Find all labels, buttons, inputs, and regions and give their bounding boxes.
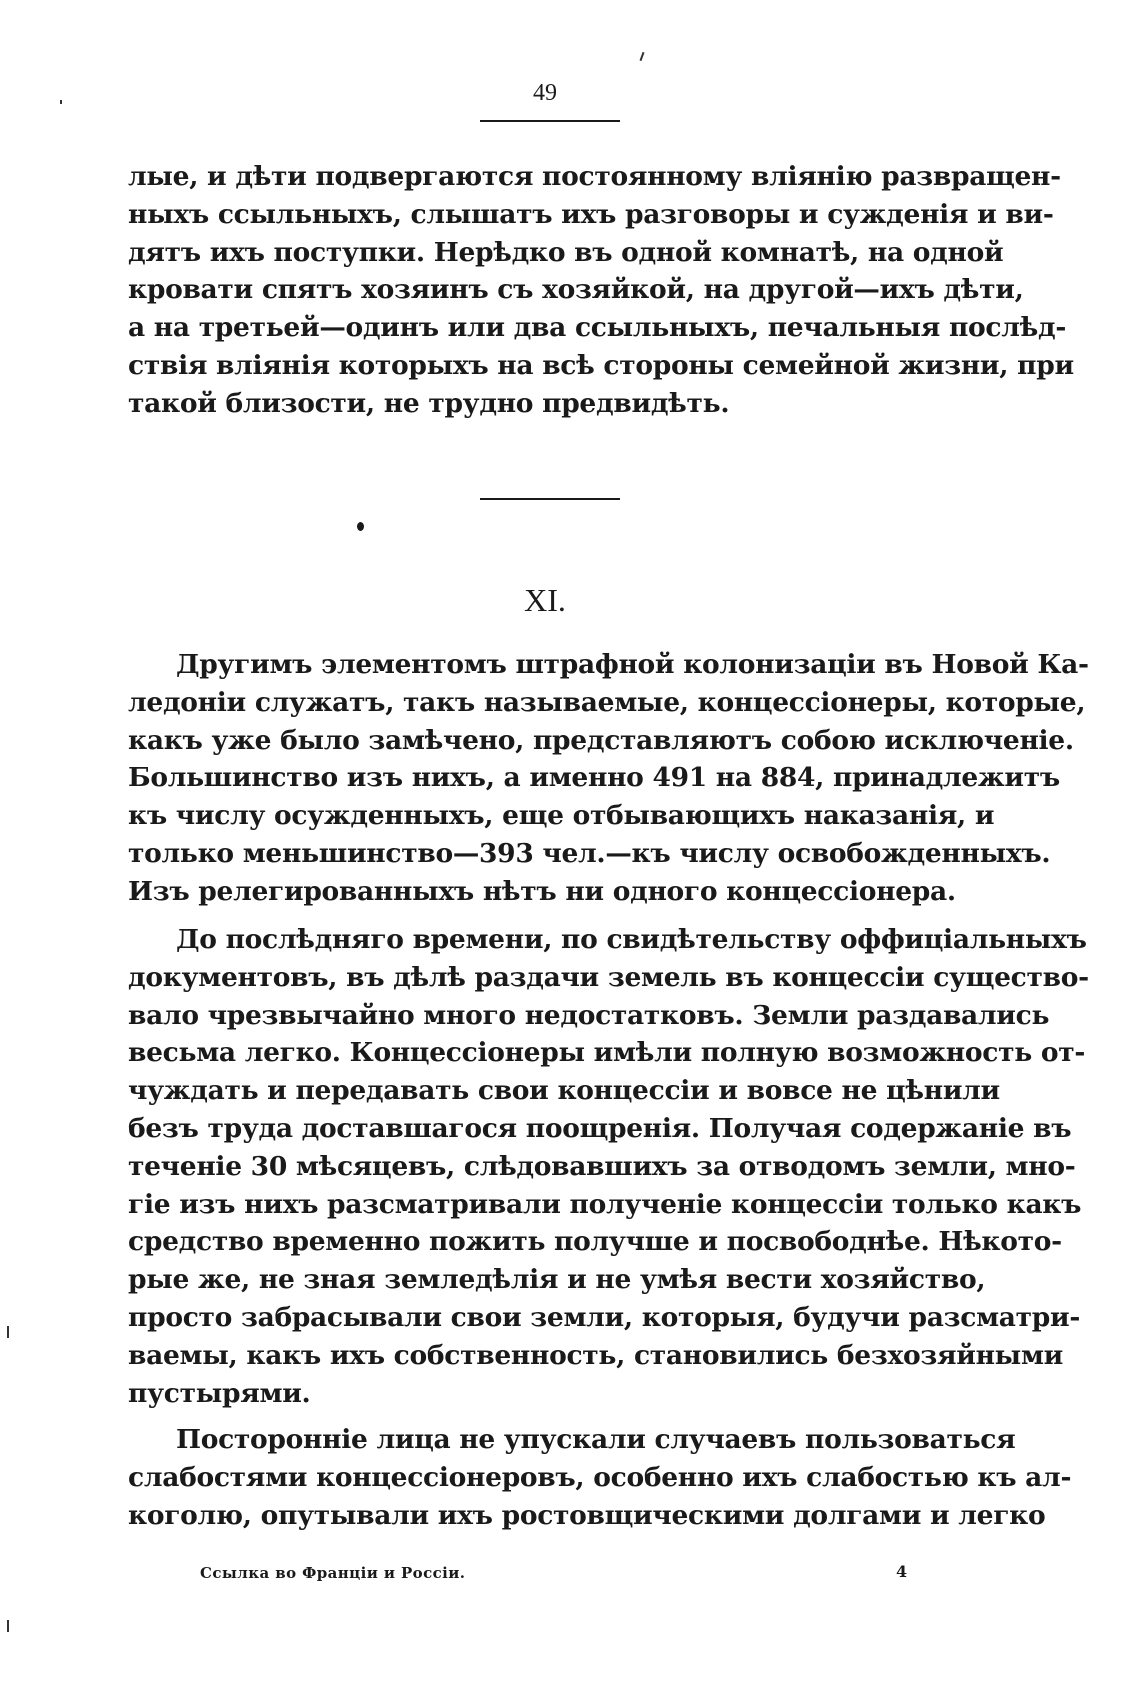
- page-number: 49: [533, 80, 557, 106]
- text-line: къ числу осужденныхъ, еще отбывающихъ наказанія, и: [128, 800, 995, 832]
- text-line: коголю, опутывали ихъ ростовщическими долгами и легко: [128, 1499, 1046, 1531]
- text-line: безъ труда доставшагося поощренія. Получая содержаніе въ: [128, 1112, 1072, 1144]
- section-heading: XI.: [524, 582, 566, 618]
- text-line: Большинство изъ нихъ, а именно 491 на 884, принадлежитъ: [128, 762, 1060, 794]
- text-line: пустырями.: [128, 1377, 311, 1409]
- text-line: Другимъ элементомъ штрафной колонизаціи въ Новой Ка-: [176, 649, 1089, 680]
- text-line: Изъ релегированныхъ нѣтъ ни одного концессіонера.: [128, 875, 956, 907]
- text-line: чуждать и передавать свои концессіи и вовсе не цѣнили: [128, 1075, 1000, 1107]
- text-line: ледоніи служатъ, такъ называемые, концессіонеры, которые,: [128, 686, 1086, 718]
- footer-signature-mark: 4: [896, 1562, 908, 1581]
- text-line: лые, и дѣти подвергаются постоянному вліянію развращен-: [128, 161, 1061, 192]
- text-line: слабостями концессіонеровъ, особенно ихъ слабостью къ ал-: [128, 1461, 1072, 1493]
- text-line: дятъ ихъ поступки. Нерѣдко въ одной комнатѣ, на одной: [128, 236, 1004, 268]
- text-line: весьма легко. Концессіонеры имѣли полную возможность от-: [128, 1037, 1086, 1069]
- text-line: а на третьей—одинъ или два ссыльныхъ, печальныя послѣд-: [128, 312, 1067, 344]
- text-line: теченіе 30 мѣсяцевъ, слѣдовавшихъ за отводомъ земли, мно-: [128, 1150, 1076, 1182]
- paragraph-2: [128, 646, 1089, 911]
- footer-book-title: Ссылка во Франціи и Россіи.: [200, 1564, 466, 1582]
- scan-mark: [7, 1326, 9, 1338]
- header-rule: [480, 120, 620, 122]
- text-line: просто забрасывали свои земли, которыя, будучи разсматри-: [128, 1301, 1081, 1333]
- text-line: вало чрезвычайно много недостатковъ. Земли раздавались: [128, 999, 1050, 1031]
- text-line: ваемы, какъ ихъ собственность, становились безхозяйными: [128, 1339, 1064, 1371]
- text-line: ныхъ ссыльныхъ, слышатъ ихъ разговоры и сужденія и ви-: [128, 198, 1054, 230]
- text-line: До послѣдняго времени, по свидѣтельству оффиціальныхъ: [176, 924, 1087, 955]
- text-line: рые же, не зная земледѣлія и не умѣя вести хозяйство,: [128, 1264, 986, 1296]
- paragraph-4: [128, 1421, 1072, 1534]
- paragraph-3: [128, 921, 1089, 1412]
- text-line: Посторонніе лица не упускали случаевъ пользоваться: [176, 1424, 1016, 1455]
- text-line: ствія вліянія которыхъ на всѣ стороны семейной жизни, при: [128, 349, 1074, 381]
- text-line: средство временно пожить получше и посвободнѣе. Нѣкото-: [128, 1226, 1062, 1258]
- text-line: кровати спятъ хозяинъ съ хозяйкой, на другой—ихъ дѣти,: [128, 274, 1024, 306]
- text-line: какъ уже было замѣчено, представляютъ собою исключеніе.: [128, 724, 1074, 756]
- text-line: документовъ, въ дѣлѣ раздачи земель въ концессіи существо-: [128, 961, 1089, 993]
- scan-mark: [640, 52, 645, 61]
- paragraph-1: [128, 158, 1074, 423]
- text-line: только меньшинство—393 чел.—къ числу освобожденныхъ.: [128, 837, 1051, 869]
- text-line: гіе изъ нихъ разсматривали полученіе концессіи только какъ: [128, 1188, 1082, 1220]
- text-line: такой близости, не трудно предвидѣть.: [128, 387, 730, 419]
- section-divider: [480, 498, 620, 500]
- ink-speck: [357, 522, 364, 531]
- scan-mark: [7, 1620, 9, 1632]
- scan-mark: [60, 100, 62, 104]
